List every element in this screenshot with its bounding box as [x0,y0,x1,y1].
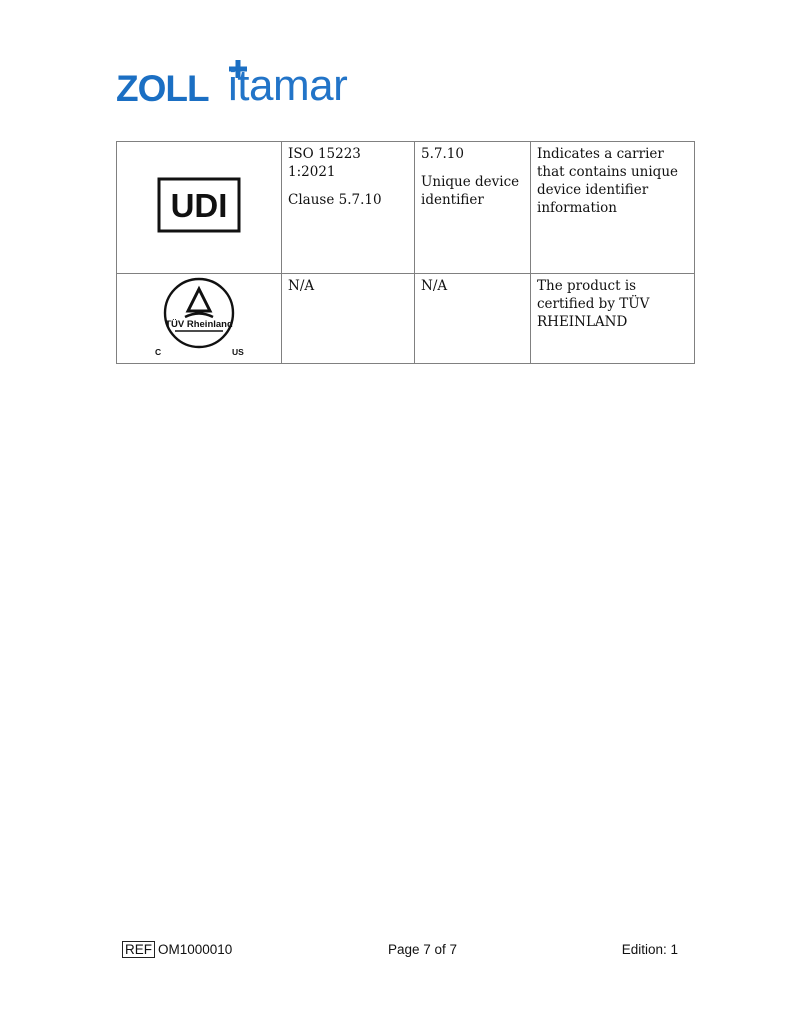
logo-brand: ZOLL [116,68,209,109]
standard-text: ISO 15223 1:2021 [288,146,361,180]
description-text: Indicates a carrier that contains unique device identifier information [537,146,679,216]
tuv-us-label: US [232,347,244,357]
reference-number: 5.7.10 [421,146,464,162]
description-text: The product is certified by TÜV RHEINLAND [537,278,650,330]
ref-label: REF [122,941,155,958]
reference-cell [415,274,531,364]
description-cell [531,274,695,364]
standard-cell [282,274,415,364]
ref-number [122,942,232,957]
description-cell [531,142,695,274]
standard-text: N/A [288,278,315,294]
udi-symbol-text: UDI [170,187,228,224]
standard-clause: Clause 5.7.10 [288,192,382,208]
tuv-text: TÜV Rheinland [165,319,233,330]
table-row [117,142,695,274]
page-number: Page 7 of 7 [388,942,458,957]
reference-cell [415,142,531,274]
standard-cell [282,142,415,274]
symbols-table [116,141,695,364]
reference-number: N/A [421,278,448,294]
tuv-rheinland-mark [149,275,249,357]
edition: Edition: 1 [621,942,678,957]
udi-symbol [157,177,241,233]
ref-value: OM1000010 [158,942,233,957]
table-row [117,274,695,364]
tuv-c-label: C [155,347,162,357]
logo-product: itamar [228,61,348,110]
symbol-cell [117,142,282,274]
reference-title: Unique device identifier [421,174,520,208]
symbol-cell [117,274,282,364]
